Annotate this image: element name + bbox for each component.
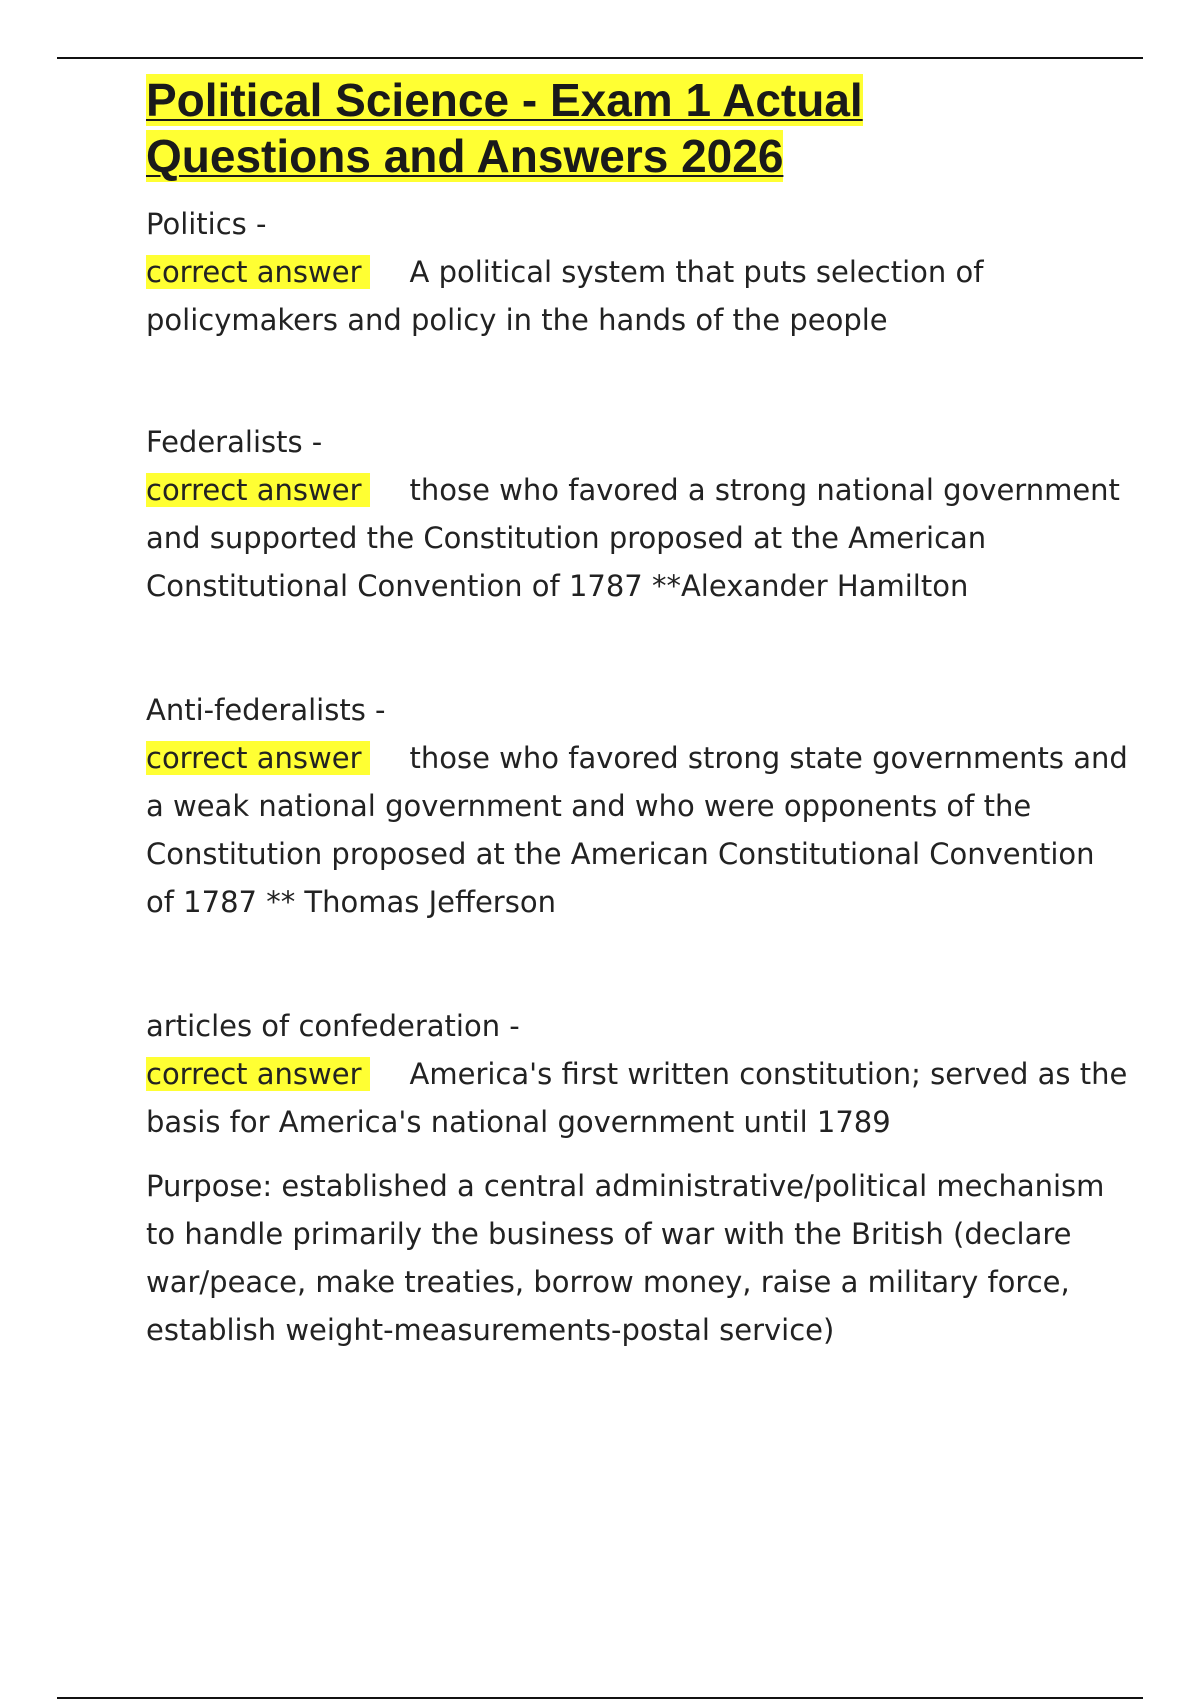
answer-line: [146, 466, 1120, 514]
title-line-1: Political Science - Exam 1 Actual: [146, 74, 863, 126]
answer-line: [146, 734, 1128, 782]
answer-text: basis for America's national government until 1789: [146, 1105, 891, 1139]
answer-text: those who favored a strong national government: [409, 473, 1120, 507]
title-line-2: Questions and Answers 2026: [146, 130, 784, 182]
purpose-line: establish weight-measurements-postal service): [146, 1313, 835, 1347]
qa-entry-anti-federalists: [146, 686, 1128, 926]
document-body: [146, 72, 1128, 1354]
answer-text: A political system that puts selection of: [409, 255, 984, 289]
answer-text: America's first written constitution; served as the: [409, 1057, 1128, 1091]
correct-answer-label: correct answer: [146, 1057, 370, 1091]
answer-text: policymakers and policy in the hands of the people: [146, 303, 888, 337]
purpose-line: Purpose: established a central administrative/political mechanism: [146, 1169, 1105, 1203]
answer-text: Constitutional Convention of 1787 **Alexander Hamilton: [146, 569, 969, 603]
answer-text: of 1787 ** Thomas Jefferson: [146, 885, 556, 919]
purpose-paragraph: [146, 1162, 1106, 1354]
answer-line: [146, 248, 1106, 296]
correct-answer-label: correct answer: [146, 741, 370, 775]
answer-line: [146, 1050, 1128, 1098]
bottom-rule: [57, 1697, 1143, 1699]
answer-text: those who favored strong state governments and: [409, 741, 1128, 775]
term-label: Anti-federalists -: [146, 693, 386, 727]
term-label: Federalists -: [146, 425, 323, 459]
top-rule: [57, 57, 1143, 59]
answer-text: a weak national government and who were opponents of the: [146, 789, 1032, 823]
qa-entry-federalists: [146, 418, 1120, 610]
term-label: articles of confederation -: [146, 1009, 520, 1043]
qa-entry-politics: [146, 200, 1106, 344]
answer-text: Constitution proposed at the American Constitutional Convention: [146, 837, 1095, 871]
correct-answer-label: correct answer: [146, 255, 370, 289]
correct-answer-label: correct answer: [146, 473, 370, 507]
document-title: [146, 72, 1106, 184]
term-label: Politics -: [146, 207, 267, 241]
answer-text: and supported the Constitution proposed at the American: [146, 521, 987, 555]
purpose-line: to handle primarily the business of war with the British (declare: [146, 1217, 1072, 1251]
qa-entry-articles-of-confederation: [146, 1002, 1128, 1146]
purpose-line: war/peace, make treaties, borrow money, raise a military force,: [146, 1265, 1070, 1299]
